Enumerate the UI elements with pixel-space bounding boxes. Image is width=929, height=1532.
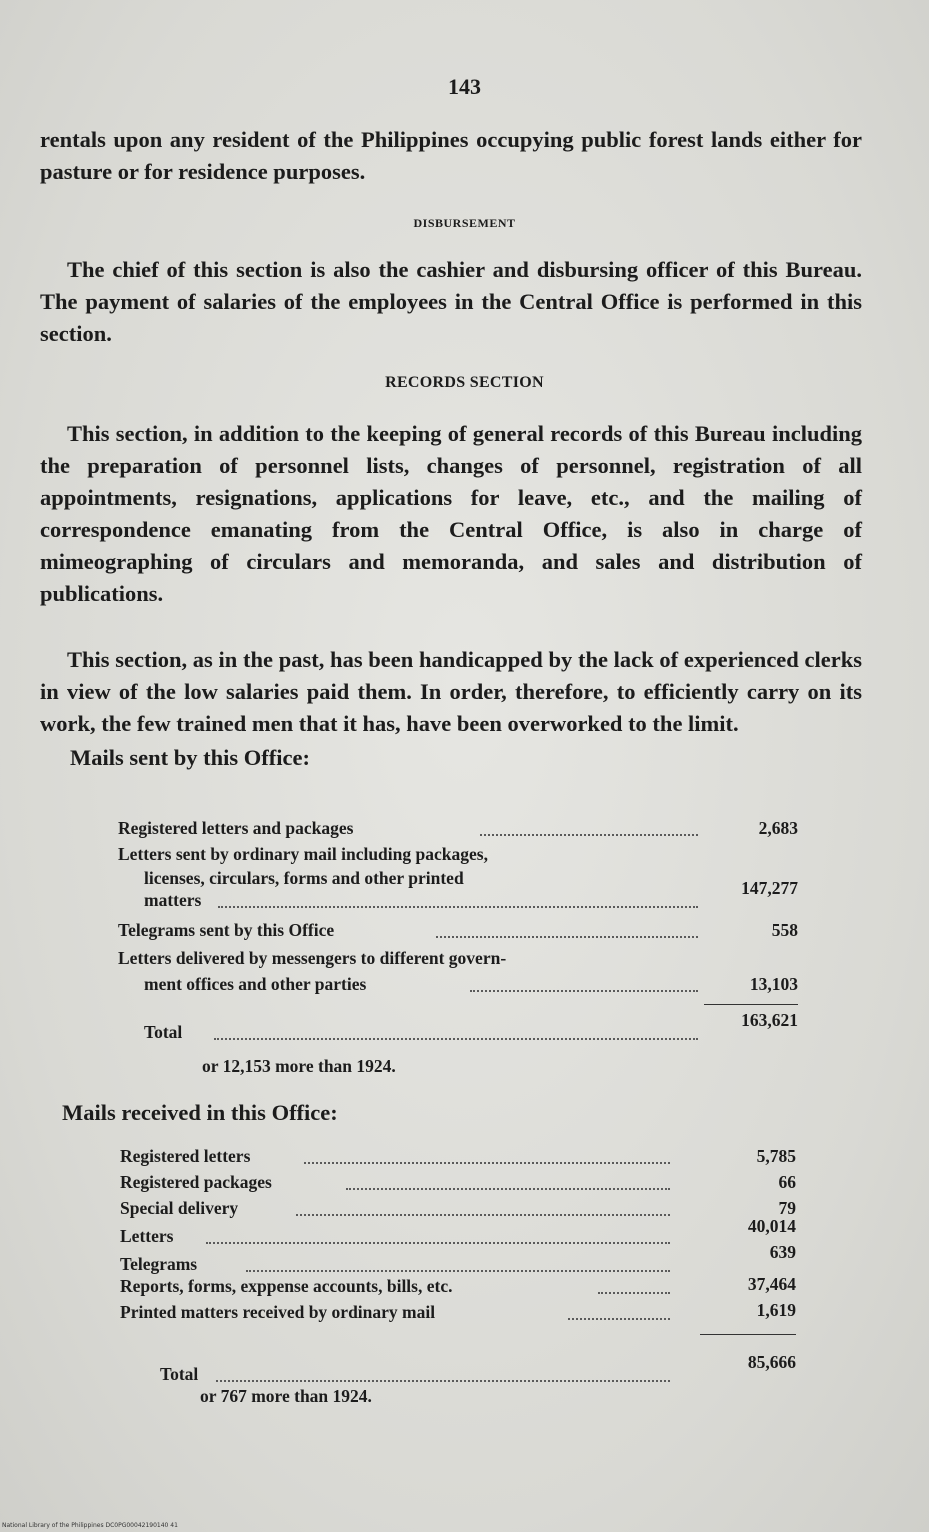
row-label: Letters delivered by messengers to different govern- bbox=[118, 948, 507, 968]
leader-dots bbox=[598, 1292, 670, 1294]
row-label: Registered packages bbox=[120, 1172, 272, 1192]
scan-footer: National Library of the Philippines DC0PG00042190140 41 bbox=[2, 1522, 178, 1529]
leader-dots bbox=[346, 1188, 670, 1190]
row-value: 2,683 bbox=[758, 818, 798, 838]
row-value: 37,464 bbox=[747, 1274, 796, 1294]
mails-sent-note: or 12,153 more than 1924. bbox=[202, 1056, 396, 1076]
disbursement-heading: DISBURSEMENT bbox=[413, 216, 516, 230]
row-value: 5,785 bbox=[756, 1146, 796, 1166]
row-label: Letters bbox=[120, 1226, 174, 1246]
table-row bbox=[120, 1242, 796, 1278]
page-number: 143 bbox=[448, 74, 481, 99]
row-label: Registered letters bbox=[120, 1146, 251, 1166]
row-value: 147,277 bbox=[741, 878, 798, 898]
records-paragraph-1: This section, in addition to the keeping of general records of this Bureau including the preparation of personnel lists, changes of personnel, registration of all appointments, resignations, applications for leave, etc., and the mailing of correspondence emanating from the Central Office, is also in charge of mimeographing of circulars and memoranda, and sales and distribution of publications. bbox=[40, 421, 862, 606]
row-value: 66 bbox=[778, 1172, 796, 1192]
leader-dots bbox=[480, 834, 698, 836]
leader-dots bbox=[216, 1380, 670, 1382]
disbursement-paragraph: The chief of this section is also the cashier and disbursing officer of this Bureau. The payment of salaries of the employees in the Central Office is performed in this section. bbox=[40, 257, 862, 346]
row-label: Telegrams bbox=[120, 1254, 198, 1274]
total-value: 163,621 bbox=[741, 1010, 798, 1030]
sum-rule bbox=[704, 1004, 798, 1005]
leader-dots bbox=[206, 1242, 670, 1244]
row-value: 79 bbox=[778, 1198, 796, 1218]
table-row bbox=[118, 844, 798, 868]
table-row bbox=[118, 948, 798, 972]
row-label: Telegrams sent by this Office bbox=[118, 920, 335, 940]
records-paragraph-2: This section, as in the past, has been handicapped by the lack of experienced clerks in view of the low salaries paid them. In order, therefore, to efficiently carry on its work, the few trained men that it has, have been overworked to the limit. bbox=[40, 647, 862, 736]
table-row bbox=[118, 818, 798, 842]
table-row bbox=[120, 1276, 796, 1300]
leader-dots bbox=[246, 1270, 670, 1272]
row-value: 40,014 bbox=[747, 1216, 796, 1236]
table-row bbox=[120, 1216, 796, 1250]
leader-dots bbox=[218, 906, 698, 908]
total-value: 85,666 bbox=[747, 1352, 796, 1372]
table-row bbox=[120, 1146, 796, 1170]
mails-sent-title: Mails sent by this Office: bbox=[70, 745, 310, 770]
total-label: Total bbox=[144, 1022, 183, 1042]
row-label-continued: licenses, circulars, forms and other printed bbox=[144, 868, 464, 888]
row-label: Registered letters and packages bbox=[118, 818, 354, 838]
mails-received-title: Mails received in this Office: bbox=[62, 1100, 338, 1125]
row-value: 13,103 bbox=[749, 974, 798, 994]
row-label: Special delivery bbox=[120, 1198, 239, 1218]
leader-dots bbox=[296, 1214, 670, 1216]
total-row bbox=[120, 1352, 796, 1388]
sum-rule bbox=[700, 1334, 796, 1335]
row-value: 639 bbox=[769, 1242, 796, 1262]
row-value: 1,619 bbox=[756, 1300, 796, 1320]
leader-dots bbox=[436, 936, 698, 938]
row-label: Reports, forms, exppense accounts, bills, etc. bbox=[120, 1276, 453, 1296]
leader-dots bbox=[304, 1162, 670, 1164]
row-label-continued: matters bbox=[144, 890, 202, 910]
row-label: Letters sent by ordinary mail including packages, bbox=[118, 844, 488, 864]
intro-paragraph: rentals upon any resident of the Philippines occupying public forest lands either for pasture or for residence purposes. bbox=[40, 127, 862, 184]
leader-dots bbox=[214, 1038, 698, 1040]
leader-dots bbox=[568, 1318, 670, 1320]
table-row bbox=[120, 1302, 796, 1326]
records-section-heading: RECORDS SECTION bbox=[385, 374, 544, 391]
table-row bbox=[118, 920, 798, 944]
table-row bbox=[120, 1198, 796, 1222]
row-value: 558 bbox=[771, 920, 798, 940]
row-label: Printed matters received by ordinary mail bbox=[120, 1302, 436, 1322]
leader-dots bbox=[470, 990, 698, 992]
total-row bbox=[118, 1010, 798, 1046]
table-row bbox=[118, 974, 798, 998]
table-row bbox=[120, 1172, 796, 1196]
table-row bbox=[118, 868, 798, 892]
total-label: Total bbox=[160, 1364, 199, 1384]
row-label-continued: ment offices and other parties bbox=[144, 974, 367, 994]
mails-received-note: or 767 more than 1924. bbox=[200, 1386, 372, 1406]
